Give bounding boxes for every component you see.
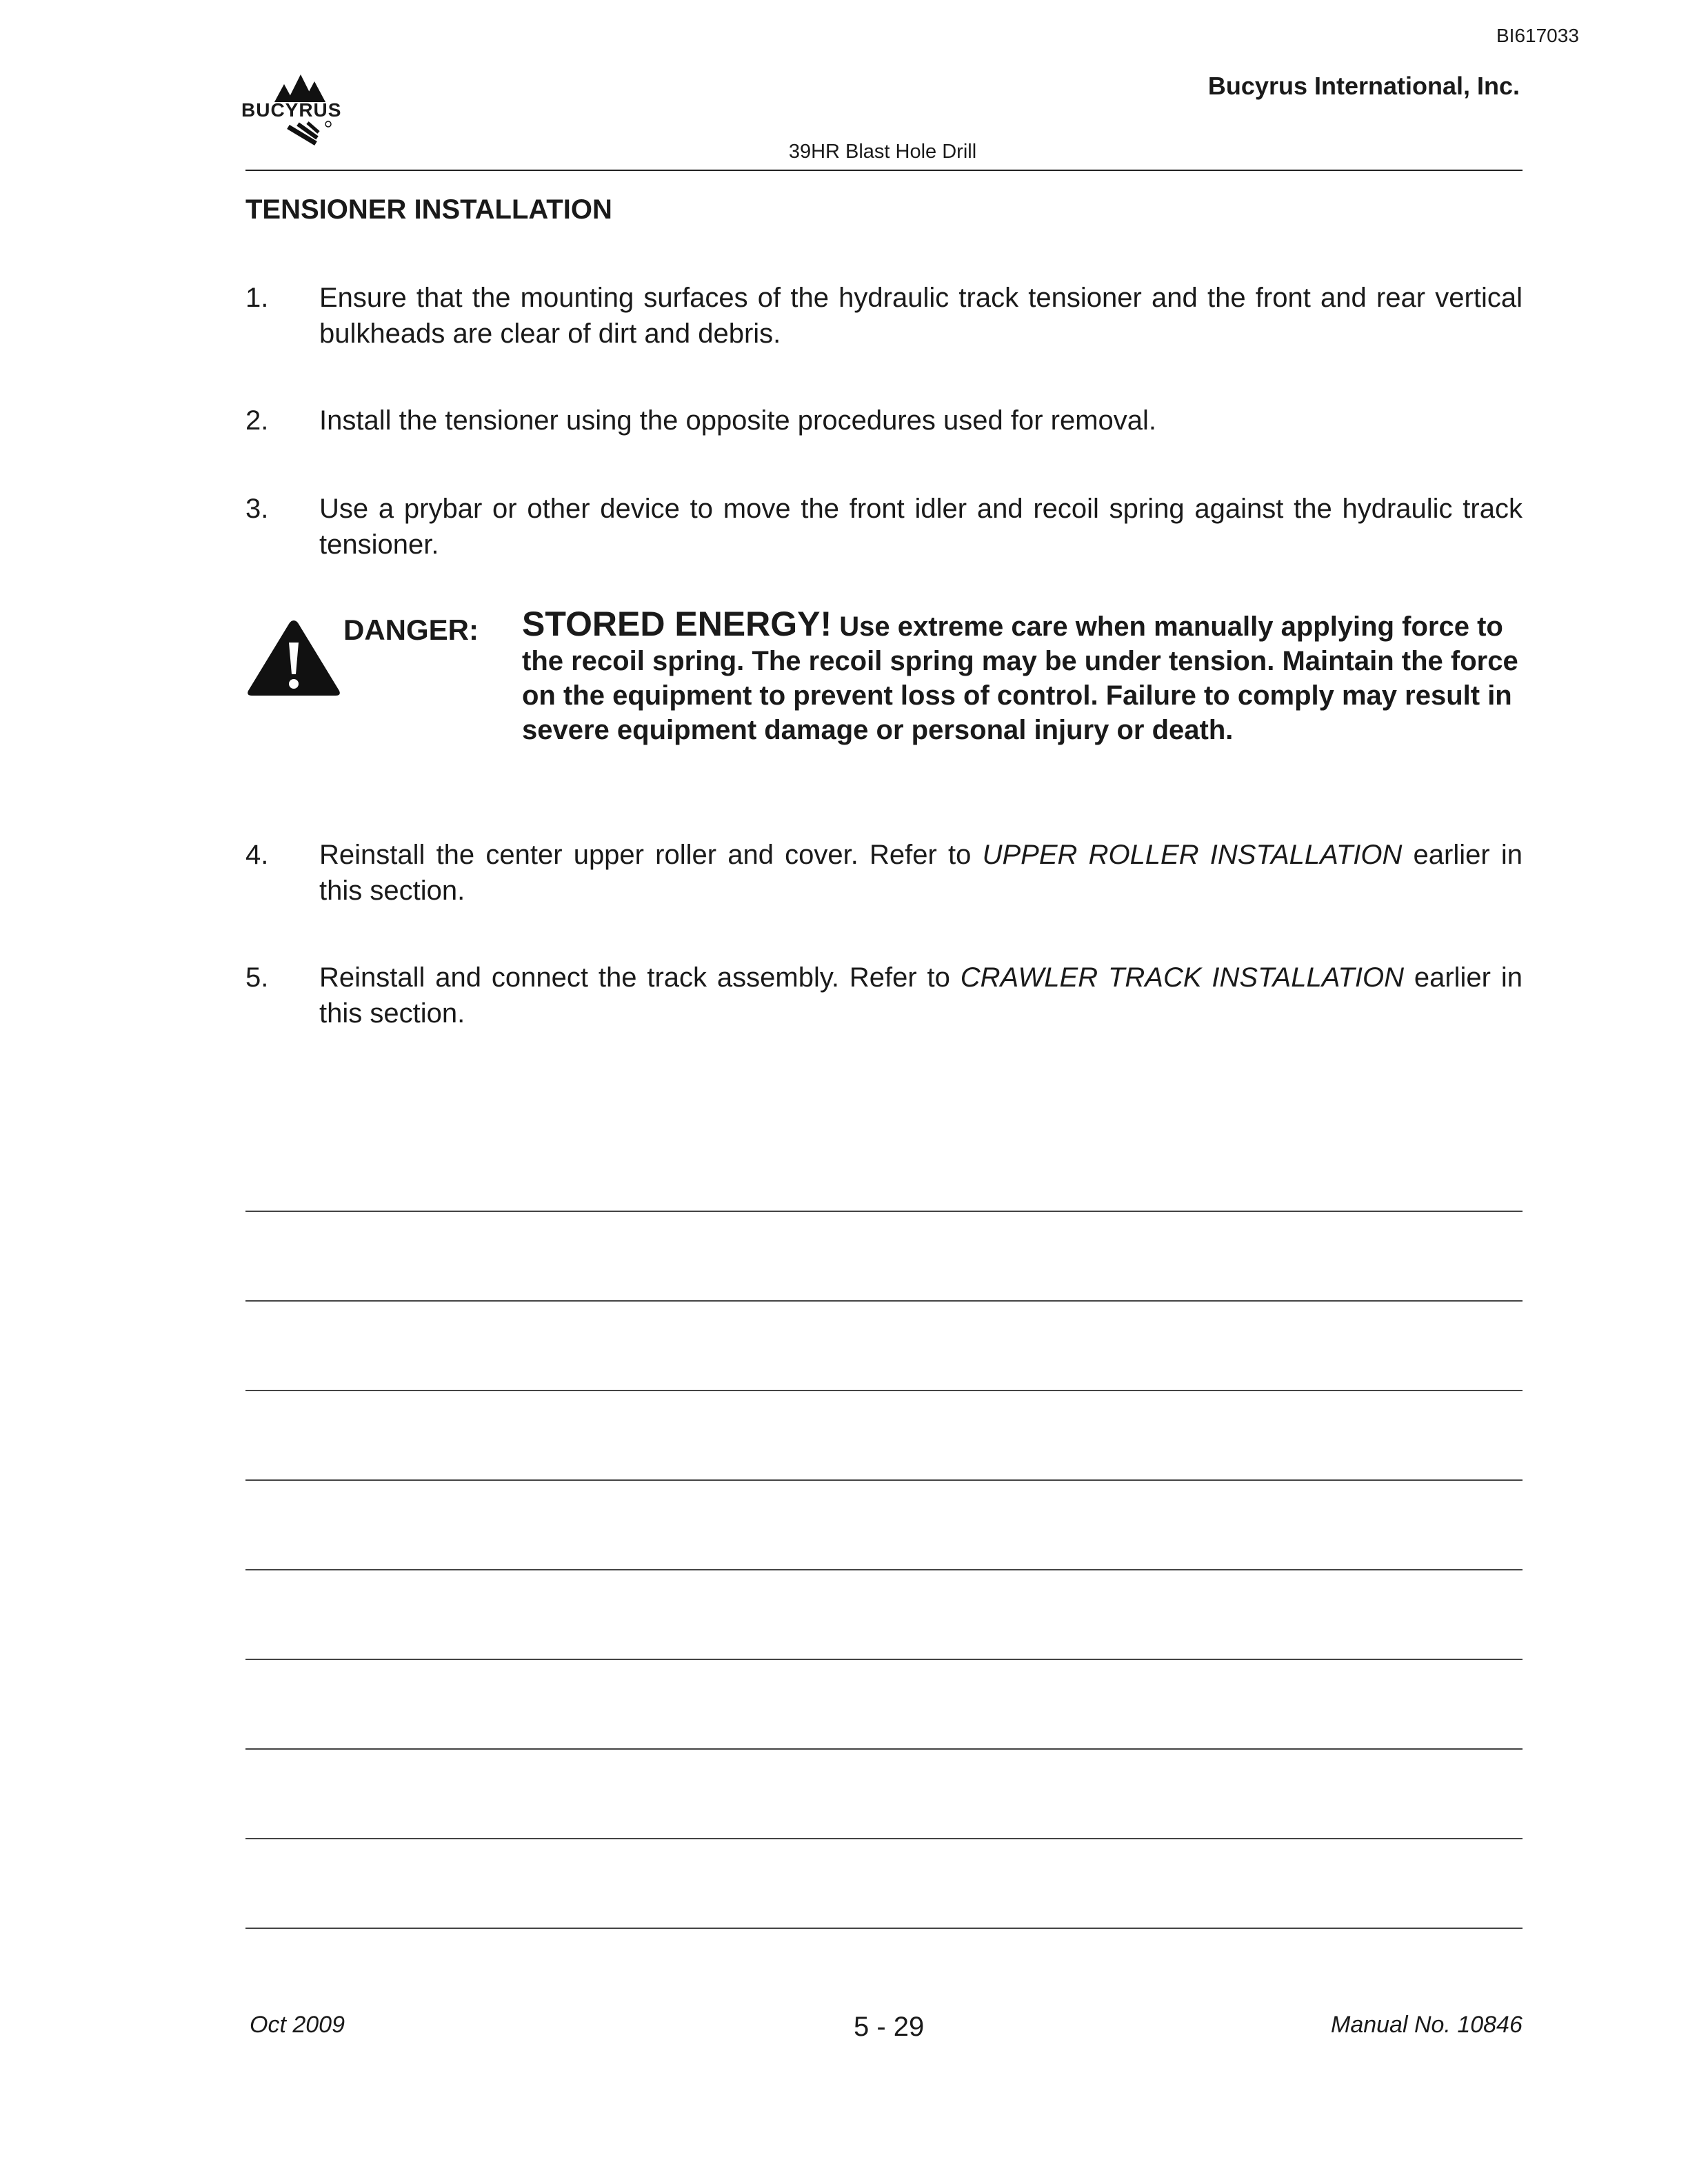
header-rule [245, 170, 1523, 171]
step-text: Use a prybar or other device to move the front idler and recoil spring against the hydraulic track tensioner. [319, 494, 1523, 560]
footer-date: Oct 2009 [250, 2012, 345, 2038]
step-number: 1. [245, 283, 269, 313]
step-text-part: earlier in this section. [319, 840, 1523, 906]
notes-line [245, 1211, 1523, 1212]
page-number: 5 - 29 [854, 2012, 925, 2042]
danger-message [522, 607, 1523, 747]
step-text: Ensure that the mounting surfaces of the hydraulic track tensioner and the front and rear vertical bulkheads are clear of dirt and debris. [319, 283, 1523, 349]
step-text [319, 960, 1523, 1031]
step-text-part: Reinstall the center upper roller and cover. Refer to [319, 840, 983, 870]
step-2 [245, 403, 1523, 438]
bucyrus-logo [240, 69, 364, 149]
notes-line [245, 1928, 1523, 1929]
danger-body: Use extreme care when manually applying force to the recoil spring. The recoil spring may be under tension. Maintain the force on the equipment to prevent loss of control. Failure to comply may result in severe equipment damage or personal injury or death. [522, 611, 1518, 745]
section-reference: CRAWLER TRACK INSTALLATION [960, 962, 1404, 993]
notes-line [245, 1479, 1523, 1481]
section-reference: UPPER ROLLER INSTALLATION [982, 840, 1403, 870]
step-5 [245, 960, 1523, 1031]
step-number: 2. [245, 405, 269, 436]
step-number: 3. [245, 494, 269, 524]
step-text [319, 837, 1523, 909]
notes-line [245, 1659, 1523, 1660]
manual-number: Manual No. 10846 [1331, 2012, 1523, 2038]
danger-label: DANGER: [343, 614, 479, 646]
step-number: 4. [245, 840, 269, 870]
product-name: 39HR Blast Hole Drill [788, 141, 977, 163]
step-3 [245, 491, 1523, 563]
step-text: Install the tensioner using the opposite procedures used for removal. [319, 405, 1157, 436]
step-text-part: Reinstall and connect the track assembly. Refer to [319, 962, 961, 993]
document-id: BI617033 [1496, 25, 1579, 46]
notes-line [245, 1300, 1523, 1302]
section-title: TENSIONER INSTALLATION [245, 194, 612, 225]
step-1 [245, 280, 1523, 352]
warning-triangle-icon [245, 618, 342, 698]
company-name: Bucyrus International, Inc. [1207, 72, 1520, 100]
step-4 [245, 837, 1523, 909]
notes-line [245, 1838, 1523, 1839]
notes-line [245, 1569, 1523, 1570]
danger-headline: STORED ENERGY! [522, 605, 832, 643]
step-text-part: earlier in this section. [319, 962, 1523, 1029]
step-number: 5. [245, 962, 269, 993]
notes-line [245, 1748, 1523, 1750]
logo-wordmark: BUCYRUS [241, 99, 342, 121]
notes-line [245, 1390, 1523, 1391]
